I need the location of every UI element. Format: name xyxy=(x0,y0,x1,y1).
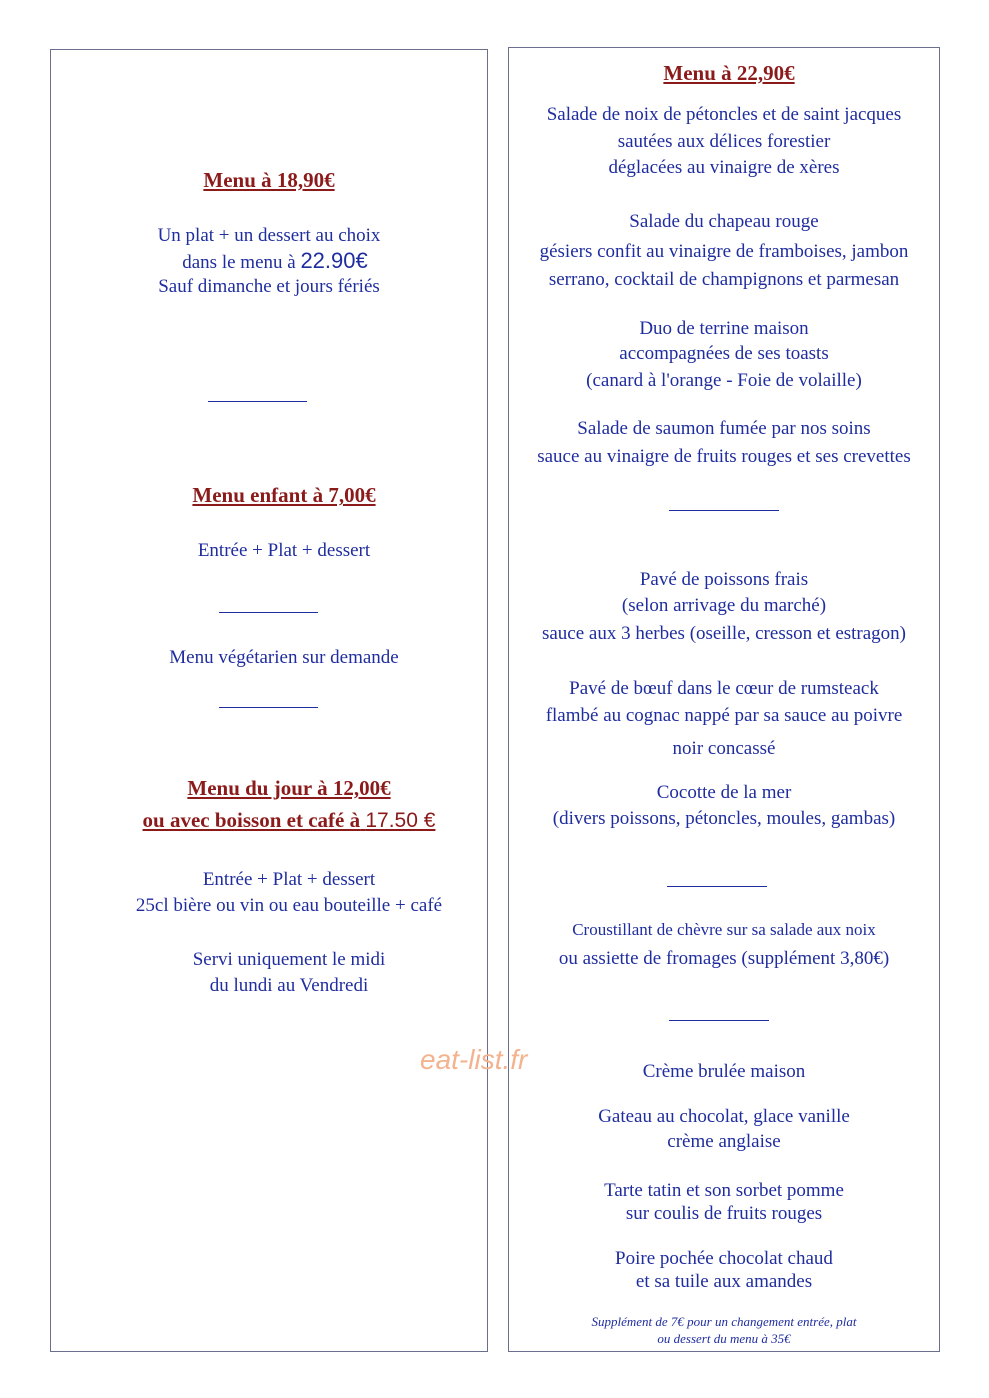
menu-18-line1: Un plat + un dessert au choix xyxy=(157,225,381,246)
menu-jour-title2-text: ou avec boisson et café à xyxy=(142,808,361,832)
entree-3-line1: Duo de terrine maison xyxy=(639,318,809,339)
entree-4-line1: Salade de saumon fumée par nos soins xyxy=(577,418,871,439)
menu-jour-line1: Entrée + Plat + dessert xyxy=(202,869,376,890)
plat-2-line1: Pavé de bœuf dans le cœur de rumsteack xyxy=(569,678,879,699)
supplement-note-line1: Supplément de 7€ pour un changement entrée, plat xyxy=(591,1314,857,1329)
dessert-2-line2: crème anglaise xyxy=(667,1131,781,1152)
entree-2-line2: gésiers confit au vinaigre de framboises, jambon xyxy=(539,241,909,262)
divider xyxy=(219,707,318,708)
menu-jour-title2 xyxy=(51,805,487,836)
menu-jour-title1: Menu du jour à 12,00€ xyxy=(187,776,391,800)
watermark: eat-list.fr xyxy=(420,1044,528,1075)
menu-18-line2-price: 22.90€ xyxy=(300,248,368,273)
dessert-2-line1: Gateau au chocolat, glace vanille xyxy=(598,1106,850,1127)
plat-2-line3: noir concassé xyxy=(672,738,776,759)
menu-jour-line3: Servi uniquement le midi xyxy=(192,949,386,970)
plat-2-line2: flambé au cognac nappé par sa sauce au poivre xyxy=(545,705,903,726)
plat-1-line1: Pavé de poissons frais xyxy=(639,569,809,590)
menu-22-title: Menu à 22,90€ xyxy=(663,61,795,85)
menu-jour-line4: du lundi au Vendredi xyxy=(209,975,369,996)
supplement-note-line2: ou dessert du menu à 35€ xyxy=(657,1331,791,1346)
plat-1-line2: (selon arrivage du marché) xyxy=(621,595,827,616)
fromage-line2: ou assiette de fromages (supplément 3,80€) xyxy=(558,948,890,969)
dessert-3-line1: Tarte tatin et son sorbet pomme xyxy=(604,1180,844,1201)
plat-3-line1: Cocotte de la mer xyxy=(656,782,792,803)
menu-18-line2 xyxy=(51,248,487,276)
entree-2-line1: Salade du chapeau rouge xyxy=(629,211,819,232)
entree-1-line3: déglacées au vinaigre de xères xyxy=(608,157,840,178)
plat-1-line3: sauce aux 3 herbes (oseille, cresson et estragon) xyxy=(541,623,907,644)
menu-18-line2-text: dans le menu à xyxy=(182,252,296,273)
dessert-3-line2: sur coulis de fruits rouges xyxy=(625,1203,823,1224)
entree-2-line3: serrano, cocktail de champignons et parmesan xyxy=(548,269,900,290)
dessert-1-line1: Crème brulée maison xyxy=(642,1061,806,1082)
divider xyxy=(208,401,307,402)
divider xyxy=(667,886,767,887)
entree-1-line2: sautées aux délices forestier xyxy=(617,131,831,152)
entree-3-line3: (canard à l'orange - Foie de volaille) xyxy=(586,370,862,391)
dessert-4-line1: Poire pochée chocolat chaud xyxy=(615,1248,833,1269)
menu-enfant-title: Menu enfant à 7,00€ xyxy=(192,483,376,507)
plat-3-line2: (divers poissons, pétoncles, moules, gambas) xyxy=(552,808,896,829)
divider xyxy=(669,1020,769,1021)
fromage-line1: Croustillant de chèvre sur sa salade aux noix xyxy=(572,920,876,939)
right-menu-panel xyxy=(508,47,940,1352)
menu-jour-line2: 25cl bière ou vin ou eau bouteille + café xyxy=(135,895,443,916)
dessert-4-line2: et sa tuile aux amandes xyxy=(635,1271,813,1292)
divider xyxy=(219,612,318,613)
entree-3-line2: accompagnées de ses toasts xyxy=(619,343,829,364)
menu-18-title: Menu à 18,90€ xyxy=(203,168,335,192)
left-menu-panel xyxy=(50,49,488,1352)
menu-enfant-line1: Entrée + Plat + dessert xyxy=(197,540,371,561)
divider xyxy=(669,510,779,511)
entree-4-line2: sauce au vinaigre de fruits rouges et ses crevettes xyxy=(537,446,911,467)
menu-18-line3: Sauf dimanche et jours fériés xyxy=(158,276,380,297)
menu-jour-title2-price: 17.50 € xyxy=(365,809,436,832)
entree-1-line1: Salade de noix de pétoncles et de saint jacques xyxy=(546,104,902,125)
menu-vegetarien: Menu végétarien sur demande xyxy=(169,647,399,668)
